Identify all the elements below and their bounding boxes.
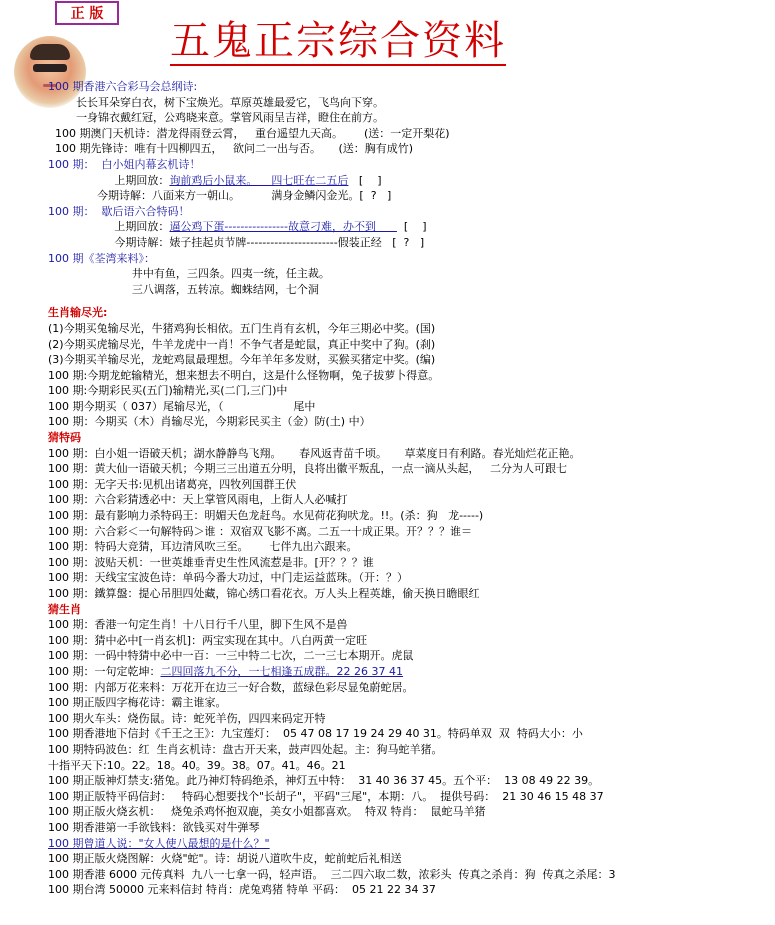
- text-line: [48, 173, 768, 189]
- line-text: 100 期：白小姐一语破天机；湖水静静鸟飞翔。 春风返青苗千顷。 草菜度日有利路。春光灿烂花正艳。: [48, 446, 581, 460]
- text-line: [48, 461, 768, 477]
- line-text: 100 期：鐵算盤：提心吊胆四处藏，锦心绣口看花衣。万人头上程英雄，偷天换日瞻眼红: [48, 587, 480, 600]
- text-line: [48, 851, 768, 867]
- text-line: [48, 726, 768, 742]
- line-text: 100 期今期买（ 037）尾输尽光，（ 尾中: [48, 399, 316, 413]
- line-text: 100 期正版神灯禁支:猪兔。此乃神灯特码绝杀，神灯五中特： 31 40 36 37 45。五个平： 13 08 49 22 39。: [48, 774, 600, 788]
- text-line: [48, 867, 768, 883]
- section-heading: [48, 305, 768, 321]
- line-text: 100 期澳门天机诗：潜龙得雨登云霄， 重台遥望九天高。 (送：一定开梨花): [48, 126, 450, 140]
- text-line: [48, 789, 768, 805]
- text-line: [48, 110, 768, 126]
- line-suffix: [ ]: [396, 220, 427, 234]
- line-text: 一身锦衣戴红冠，公鸡晓来意。掌管风雨呈吉祥，瞪住在前方。: [48, 111, 384, 125]
- text-line: [48, 368, 768, 384]
- line-text: 100 期香港地下信封《千王之王》：九宝莲灯： 05 47 08 17 19 24 29 40 31。特码单双 双 特码大小：小: [48, 727, 583, 741]
- text-line: [48, 555, 768, 571]
- section-gap: [48, 297, 768, 305]
- line-text: (3)今期买羊输尽光，龙蛇鸡鼠最理想。今年羊年多发财，买猴买猪定中奖。(编): [48, 353, 436, 367]
- line-suffix: [ ]: [348, 173, 382, 187]
- page-title: 五鬼正宗综合资料: [170, 18, 506, 64]
- text-line: [48, 95, 768, 111]
- line-text: 100 期正版四字梅花诗：霸主谁家。: [48, 696, 227, 710]
- line-text: (1)今期买兔输尽光，牛猪鸡狗长相依。五门生肖有玄机，今年三期必中奖。(国): [48, 321, 436, 335]
- line-text: 100 期：天线宝宝波色诗：单码今番大功过，中门走运益蓝珠。（开：？）: [48, 571, 408, 585]
- text-line: [48, 79, 768, 95]
- line-text: 100 期：黄大仙一语破天机；今期三三出道五分明，良将出徽平叛乱，一点一滴从头起， 二分为人可跟七: [48, 462, 567, 476]
- line-text: 100 期香港 6000 元传真料 九八一七拿一码，轻声语。 三二四六取二数，浓彩头 传真之杀肖：狗 传真之杀尾：3: [48, 867, 616, 881]
- text-line: [48, 235, 768, 251]
- line-text: 100 期：一码中特猜中必中一百：一三中特二七次，二一三七本期开。虎鼠: [48, 649, 414, 663]
- text-line: [48, 711, 768, 727]
- line-text: 100 期特码波色：红 生肖玄机诗：盘古开天来，鼓声四处起。主：狗马蛇羊猪。: [48, 742, 443, 756]
- line-text: 100 期：今期买（木）肖输尽光，今期彩民买主（金）防(土) 中）: [48, 415, 371, 429]
- text-line: [48, 219, 768, 235]
- line-text: 长长耳朵穿白衣，树下宝焕光。草原英雄最爱它，飞鸟向下穿。: [48, 95, 384, 109]
- text-line: [48, 664, 768, 680]
- text-line: [48, 282, 768, 298]
- line-text: 100 期：猜中必中[一肖玄机]：两宝实现在其中。八白两黄一定旺: [48, 633, 368, 647]
- genuine-badge: 正 版: [55, 1, 119, 25]
- text-line: [48, 742, 768, 758]
- line-text: 三八调落，五转凉。蜘蛛结网，七个洞: [48, 282, 319, 296]
- text-line: [48, 820, 768, 836]
- line-text: 100 期：香港一句定生肖！十八日行千八里，脚下生风不是兽: [48, 618, 348, 632]
- line-text: 猜生肖: [48, 602, 81, 616]
- section-heading: [48, 430, 768, 446]
- line-text: 猜特码: [48, 431, 81, 445]
- line-text: 100 期： 白小姐内幕玄机诗！: [48, 157, 201, 171]
- line-text: 今期诗解：八面来方一朝山。 满身金鳞闪金光。[ ? ]: [48, 189, 392, 203]
- line-text: 100 期正版特平码信封： 特码心想要找个"长胡子"，平码"三尾"，本期：八。 提供号码： 21 30 46 15 48 37: [48, 789, 604, 803]
- text-line: [48, 648, 768, 664]
- highlight-link[interactable]: 100 期曾道人说："女人使八最想的是什么？": [48, 836, 270, 850]
- text-line: [48, 586, 768, 602]
- line-text: 100 期：一句定乾坤：: [48, 664, 161, 678]
- line-text: 100 期：无字天书:见机出诸葛亮，四牧列国群王伏: [48, 477, 297, 491]
- text-line: [48, 204, 768, 220]
- section-heading: [48, 602, 768, 618]
- text-line: [48, 882, 768, 898]
- text-line: [48, 266, 768, 282]
- text-line: [48, 680, 768, 696]
- line-text: 100 期正版火烧玄机： 烧兔杀鸡怀抱双鹿，美女小姐都喜欢。 特双 特肖： 鼠蛇马羊猪: [48, 805, 486, 819]
- line-text: 今期诗解：婊子挂起贞节牌-----------------------假装正经 [ ? ]: [48, 235, 425, 249]
- text-line: [48, 141, 768, 157]
- text-line: [48, 539, 768, 555]
- text-line: [48, 617, 768, 633]
- text-line: [48, 251, 768, 267]
- text-line: [48, 321, 768, 337]
- avatar-sunglasses: [33, 64, 67, 72]
- line-text: 上期回放：: [48, 220, 170, 234]
- line-text: 100 期香港第一手欲钱料：欲钱买对牛弹琴: [48, 820, 260, 834]
- highlight-link[interactable]: 询前鸡后小鼠来。 四七旺在二五后: [169, 173, 349, 187]
- text-line: [48, 695, 768, 711]
- text-line: [48, 352, 768, 368]
- text-line: [48, 804, 768, 820]
- line-text: 100 期《荃湾来料》：: [48, 251, 155, 265]
- text-line: [48, 758, 768, 774]
- line-text: 100 期正版火烧图解：火烧"蛇"。诗：胡说八道吹牛皮，蛇前蛇后礼相送: [48, 852, 402, 866]
- text-line: [48, 337, 768, 353]
- highlight-link[interactable]: 二四回落九不分，一七相逢五成群。22 26 37 41: [160, 664, 403, 678]
- text-line: [48, 570, 768, 586]
- highlight-link[interactable]: 逼公鸡下蛋----------------故意刁难，办不到: [169, 220, 397, 234]
- line-text: 100 期:今期龙蛇输精光，想来想去不明白，这是什么怪物啊，兔子拔萝卜得意。: [48, 368, 440, 382]
- text-line: [48, 633, 768, 649]
- text-line: [48, 383, 768, 399]
- line-text: 100 期先锋诗：唯有十四柳四五， 欲问二一出与否。 (送：胸有成竹): [48, 142, 414, 156]
- text-line: [48, 414, 768, 430]
- line-text: 十指平天下:10。22。18。40。39。38。07。41。46。21: [48, 758, 346, 772]
- line-text: 100 期：特码大竞猜，耳边清风吹三至。 七伴九出六跟来。: [48, 540, 358, 554]
- line-text: 井中有鱼，三四条。四夷一统，任主裁。: [48, 267, 330, 281]
- line-text: 100 期：六合彩＜一句解特码＞谁 ：双宿双飞影不离。二五一十成正果。开？？？谁＝: [48, 524, 472, 538]
- line-text: 100 期： 歇后语六合特码！: [48, 204, 190, 218]
- document-body: [48, 79, 768, 898]
- text-line: [48, 773, 768, 789]
- line-text: 100 期：最有影响力杀特码王：明媚天色龙赶鸟。水见荷花狗吠龙。!!。(杀：狗 龙-----): [48, 509, 484, 523]
- text-line: [48, 188, 768, 204]
- line-text: 100 期：内部万花来料：万花开在边三一好合数，蓝绿色彩尽显兔蔚蛇居。: [48, 680, 414, 694]
- avatar-hair: [30, 44, 70, 60]
- line-text: 100 期：六合彩猜透必中：天上掌管风雨电，上街人人必喊打: [48, 493, 348, 507]
- line-text: (2)今期买虎输尽光，牛羊龙虎中一肖！不争气者是蛇鼠，真正中奖中了狗。(刹): [48, 337, 436, 351]
- text-line: [48, 446, 768, 462]
- text-line: [48, 508, 768, 524]
- line-text: 100 期香港六合彩马会总纲诗:: [48, 80, 198, 93]
- line-text: 100 期火车头：烧伤鼠。诗：蛇死羊伤，四四来码定开特: [48, 711, 326, 725]
- text-line: [48, 399, 768, 415]
- text-line: [48, 157, 768, 173]
- line-text: 100 期台湾 50000 元来料信封 特肖：虎兔鸡猪 特单 平码： 05 21 22 34 37: [48, 883, 436, 897]
- line-text: 100 期:今期彩民买(五门)输精光,买(二门,三门)中: [48, 384, 288, 398]
- text-line: [48, 524, 768, 540]
- line-text: 生肖输尽光:: [48, 306, 108, 320]
- text-line: [48, 126, 768, 142]
- text-line: [48, 492, 768, 508]
- text-line: [48, 477, 768, 493]
- line-text: 上期回放：: [48, 173, 170, 187]
- line-text: 100 期：波贴天机：一世英雄垂青史生性风流惹是非。[开？？？谁: [48, 555, 374, 569]
- text-line: [48, 836, 768, 852]
